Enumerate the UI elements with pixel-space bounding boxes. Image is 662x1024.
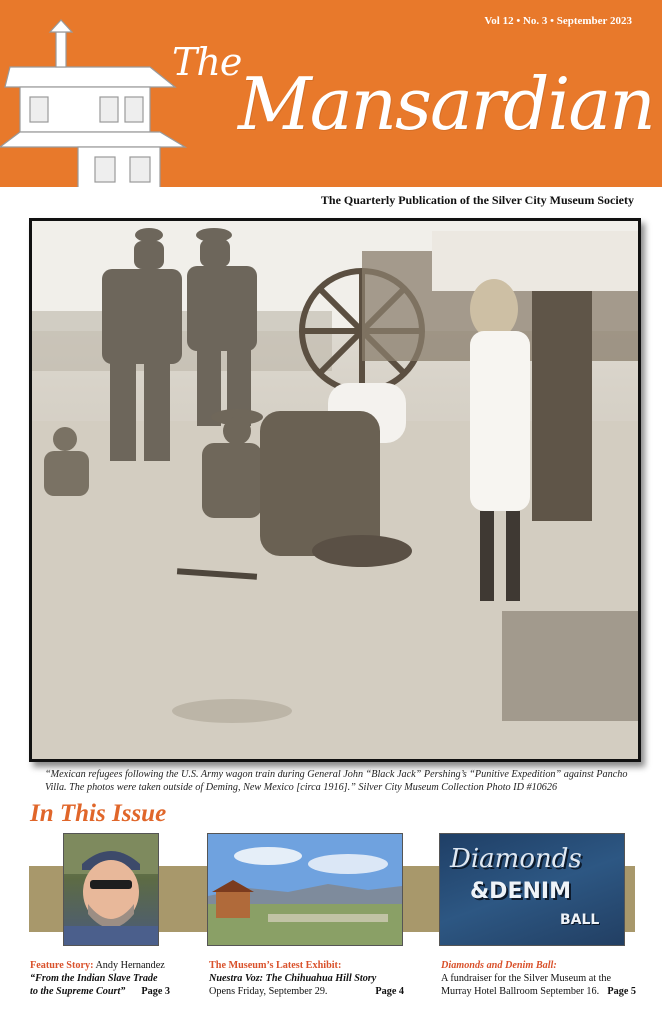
feature-story-blurb[interactable] bbox=[30, 959, 170, 998]
exhibit-blurb[interactable] bbox=[209, 959, 404, 998]
mansard-building-logo bbox=[0, 12, 190, 187]
cover-photo bbox=[29, 218, 641, 762]
ball-blurb[interactable] bbox=[441, 959, 636, 998]
tagline: The Quarterly Publication of the Silver City Museum Society bbox=[320, 193, 634, 207]
ball-page: Page 5 bbox=[607, 986, 636, 997]
author-photo-thumbnail[interactable] bbox=[63, 833, 159, 946]
diamonds-art-title: Diamonds bbox=[450, 844, 582, 874]
ball-detail-line2: Murray Hotel Ballroom September 16. bbox=[441, 986, 600, 997]
issue-line: Vol 12 • No. 3 • September 2023 bbox=[484, 15, 632, 27]
ball-art-title: BALL bbox=[560, 912, 600, 928]
exhibit-landscape-thumbnail[interactable] bbox=[207, 833, 403, 946]
feature-story-kicker: Feature Story: bbox=[30, 960, 94, 971]
masthead bbox=[0, 0, 662, 187]
photo-caption: “Mexican refugees following the U.S. Army wagon train during General John “Black Jack” Pershing’s “Punitive Expedition” against Pancho Villa. The photos were taken outside of Deming, New Mexico [circa 1916].” Silver City Museum Collection Photo ID #10626 bbox=[45, 769, 628, 793]
cover-photo-illustration bbox=[32, 221, 638, 759]
exhibit-detail: Opens Friday, September 29. bbox=[209, 986, 328, 997]
ball-detail-line1: A fundraiser for the Silver Museum at the bbox=[441, 973, 612, 984]
feature-story-title-line1: “From the Indian Slave Trade bbox=[30, 973, 158, 984]
title-the: The bbox=[172, 40, 242, 84]
exhibit-page: Page 4 bbox=[375, 986, 404, 997]
exhibit-title: Nuestra Voz: The Chihuahua Hill Story bbox=[209, 973, 377, 984]
ball-kicker: Diamonds and Denim Ball: bbox=[441, 960, 557, 971]
denim-art-title: &DENIM bbox=[470, 879, 571, 904]
exhibit-kicker: The Museum’s Latest Exhibit: bbox=[209, 960, 342, 971]
diamonds-denim-ball-thumbnail[interactable] bbox=[439, 833, 625, 946]
feature-story-author: Andy Hernandez bbox=[93, 960, 165, 971]
feature-story-title-line2: to the Supreme Court” bbox=[30, 986, 126, 997]
feature-story-page: Page 3 bbox=[141, 986, 170, 997]
section-heading: In This Issue bbox=[30, 800, 167, 827]
publication-title: Mansardian bbox=[238, 62, 654, 146]
